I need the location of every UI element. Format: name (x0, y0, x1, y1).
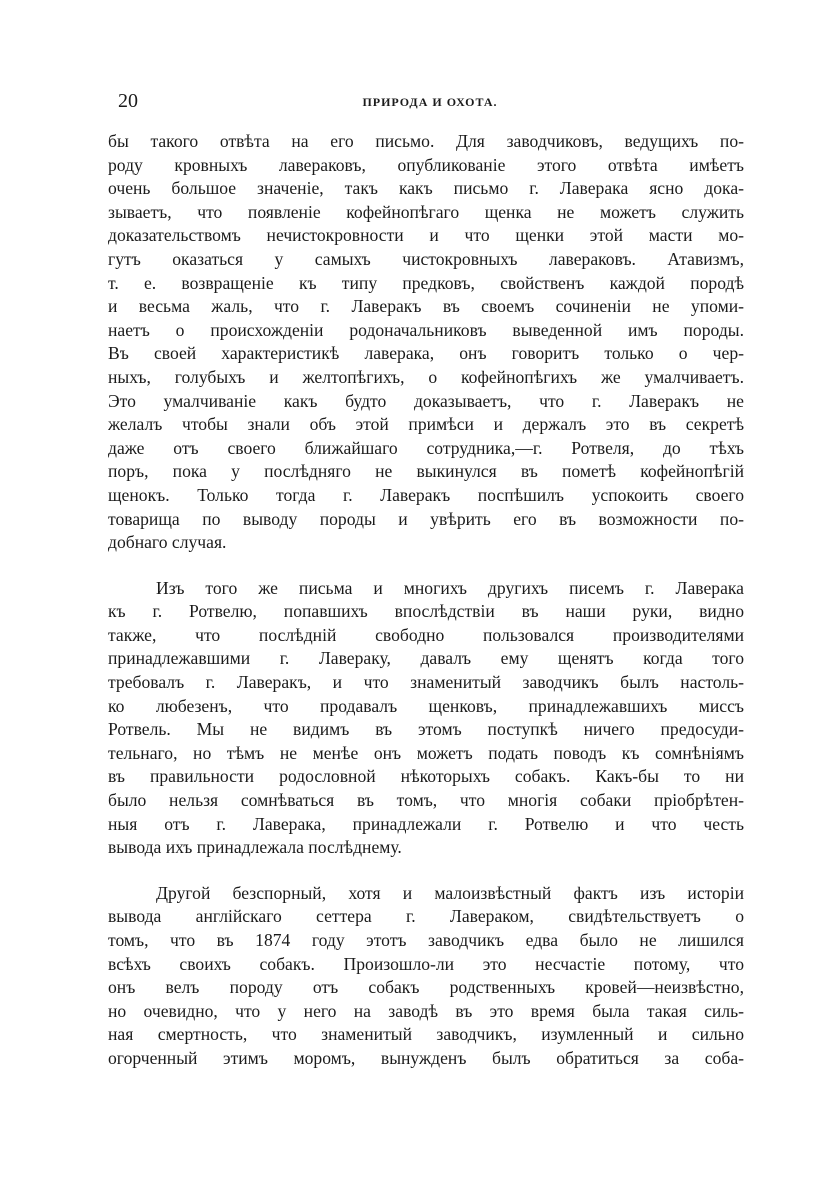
text-line: также, что послѣдній свободно пользовался производителями (108, 624, 744, 645)
paragraph (108, 577, 744, 860)
text-line: гутъ оказаться у самыхъ чистокровныхъ лавераковъ. Атавизмъ, (108, 248, 744, 269)
text-line: поръ, пока у послѣдняго не выкинулся въ пометѣ кофейнопѣгій (108, 461, 744, 482)
text-line: ныхъ, голубыхъ и желтопѣгихъ, о кофейнопѣгихъ же умалчиваетъ. (108, 366, 744, 387)
text-line: и весьма жаль, что г. Лаверакъ въ своемъ сочиненіи не упоми- (108, 296, 744, 317)
text-line: зываетъ, что появленіе кофейнопѣгаго щенка не можетъ служить (108, 201, 744, 222)
text-line: но очевидно, что у него на заводѣ въ это время была такая силь- (108, 1000, 744, 1021)
text-line: Другой безспорный, хотя и малоизвѣстный фактъ изъ исторіи (156, 882, 744, 903)
text-line: къ г. Ротвелю, попавшихъ впослѣдствіи въ наши руки, видно (108, 601, 744, 622)
text-line: щенокъ. Только тогда г. Лаверакъ поспѣшилъ успокоить своего (108, 484, 744, 505)
text-line: онъ велъ породу отъ собакъ родственныхъ кровей—неизвѣстно, (108, 977, 744, 998)
text-line: вывода ихъ принадлежала послѣднему. (108, 837, 402, 858)
text-line: т. е. возвращеніе къ типу предковъ, свойственъ каждой породѣ (108, 272, 744, 293)
page-header (108, 90, 752, 120)
text-line: томъ, что въ 1874 году этотъ заводчикъ едва было не лишился (108, 930, 744, 950)
text-line: добнаго случая. (108, 532, 227, 553)
text-line: тельнаго, но тѣмъ не менѣе онъ можетъ подать поводъ къ сомнѣніямъ (108, 742, 744, 763)
text-line: даже отъ своего ближайшаго сотрудника,—г. Ротвеля, до тѣхъ (108, 437, 744, 458)
page-number: 20 (118, 90, 138, 112)
text-line: Изъ того же письма и многихъ другихъ писемъ г. Лаверака (156, 577, 744, 598)
text-line: доказательствомъ нечистокровности и что щенки этой масти мо- (108, 225, 744, 246)
text-line: товарища по выводу породы и увѣрить его въ возможности по- (108, 508, 744, 529)
text-line: Въ своей характеристикѣ лаверака, онъ говоритъ только о чер- (108, 343, 744, 364)
text-line: всѣхъ своихъ собакъ. Произошло-ли это несчастіе потому, что (108, 953, 744, 974)
text-line: бы такого отвѣта на его письмо. Для заводчиковъ, ведущихъ по- (108, 131, 744, 151)
text-line: Это умалчиваніе какъ будто доказываетъ, что г. Лаверакъ не (108, 390, 744, 411)
text-line: было нельзя сомнѣваться въ томъ, что многія собаки пріобрѣтен- (108, 790, 744, 811)
text-line: Ротвель. Мы не видимъ въ этомъ поступкѣ ничего предосуди- (108, 719, 744, 740)
paragraph (108, 130, 744, 555)
text-line: ко любезенъ, что продавалъ щенковъ, принадлежавшихъ миссъ (108, 695, 744, 716)
text-line: ныя отъ г. Лаверака, принадлежали г. Ротвелю и что честь (108, 813, 744, 834)
text-line: роду кровныхъ лавераковъ, опубликованіе этого отвѣта имѣетъ (108, 154, 744, 175)
text-line: огорченный этимъ моромъ, вынужденъ былъ обратиться за соба- (108, 1047, 744, 1068)
body-text (108, 130, 744, 1071)
text-line: требовалъ г. Лаверакъ, и что знаменитый заводчикъ былъ настоль- (108, 672, 744, 693)
text-line: наетъ о происхожденіи родоначальниковъ выведенной имъ породы. (108, 319, 744, 340)
paragraph (108, 882, 744, 1071)
text-line: желалъ чтобы знали объ этой примѣси и держалъ это въ секретѣ (108, 414, 744, 435)
text-line: вывода англійскаго сеттера г. Лавераком, свидѣтельствуетъ о (108, 906, 744, 927)
text-line: въ правильности родословной нѣкоторыхъ собакъ. Какъ-бы то ни (108, 766, 744, 787)
text-line: принадлежавшими г. Лавераку, давалъ ему щенятъ когда того (108, 648, 744, 669)
text-line: ная смертность, что знаменитый заводчикъ, изумленный и сильно (108, 1024, 744, 1045)
text-line: очень большое значеніе, такъ какъ письмо г. Лаверака ясно дока- (108, 178, 744, 199)
running-title: ПРИРОДА И ОХОТА. (362, 95, 498, 109)
